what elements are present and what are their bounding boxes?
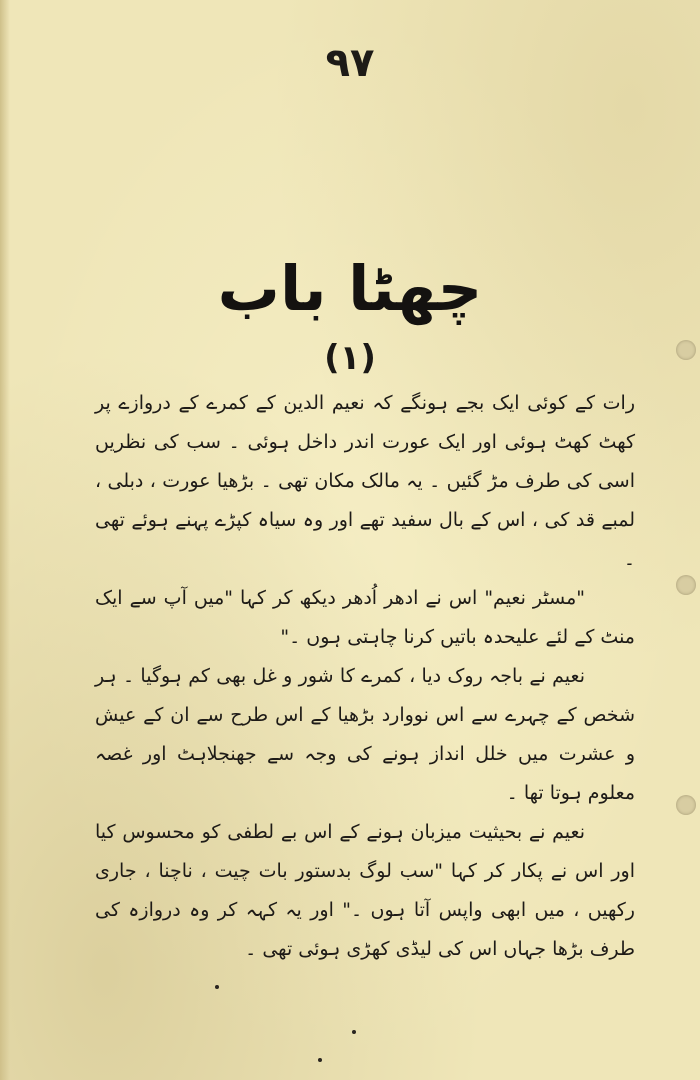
ink-spot bbox=[215, 985, 219, 989]
paragraph: نعیم نے بحیثیت میزبان ہونے کے اس بے لطفی کو محسوس کیا اور اس نے پکار کر کہا "سب لوگ بدستور بات چیت ، ناچنا ، جاری رکھیں ، میں ابھی واپس آتا ہوں ۔" اور یہ کہہ کر وہ دروازہ کی طرف بڑھا جہاں اس کی لیڈی کھڑی ہوئی تھی ۔ bbox=[95, 821, 635, 960]
page-binding-edge bbox=[0, 0, 10, 1080]
chapter-body bbox=[95, 384, 635, 969]
paragraph: "مسٹر نعیم" اس نے ادھر اُدھر دیکھ کر کہا "میں آپ سے ایک منٹ کے لئے علیحدہ باتیں کرنا چاہتی ہوں ۔" bbox=[95, 587, 635, 648]
page-edge-tab bbox=[676, 575, 696, 595]
page-number: ٩٧ bbox=[325, 40, 375, 86]
page-edge-tab bbox=[676, 340, 696, 360]
ink-spot bbox=[318, 1058, 322, 1062]
ink-spot bbox=[352, 1030, 356, 1034]
paragraph: رات کے کوئی ایک بجے ہونگے کہ نعیم الدین کے کمرے کے دروازے پر کھٹ کھٹ ہوئی اور ایک عورت اندر داخل ہوئی ۔ سب کی نظریں اسی کی طرف مڑ گئیں ۔ یہ مالک مکان تھی ۔ بڑھیا عورت ، دبلی ، لمبے قد کی ، اس کے بال سفید تھے اور وہ سیاہ کپڑے پہنے ہوئے تھی ۔ bbox=[95, 392, 635, 570]
section-number: (۱) bbox=[324, 338, 376, 378]
page-edge-tab bbox=[676, 795, 696, 815]
paragraph: نعیم نے باجہ روک دیا ، کمرے کا شور و غل بھی کم ہوگیا ۔ ہر شخص کے چہرے سے اس نووارد بڑھیا کے اس طرح سے ان کے عیش و عشرت میں خلل انداز ہونے کی وجہ سے جھنجلاہٹ اور غصہ معلوم ہوتا تھا ۔ bbox=[95, 665, 635, 804]
chapter-title: چھٹا باب bbox=[217, 252, 483, 325]
